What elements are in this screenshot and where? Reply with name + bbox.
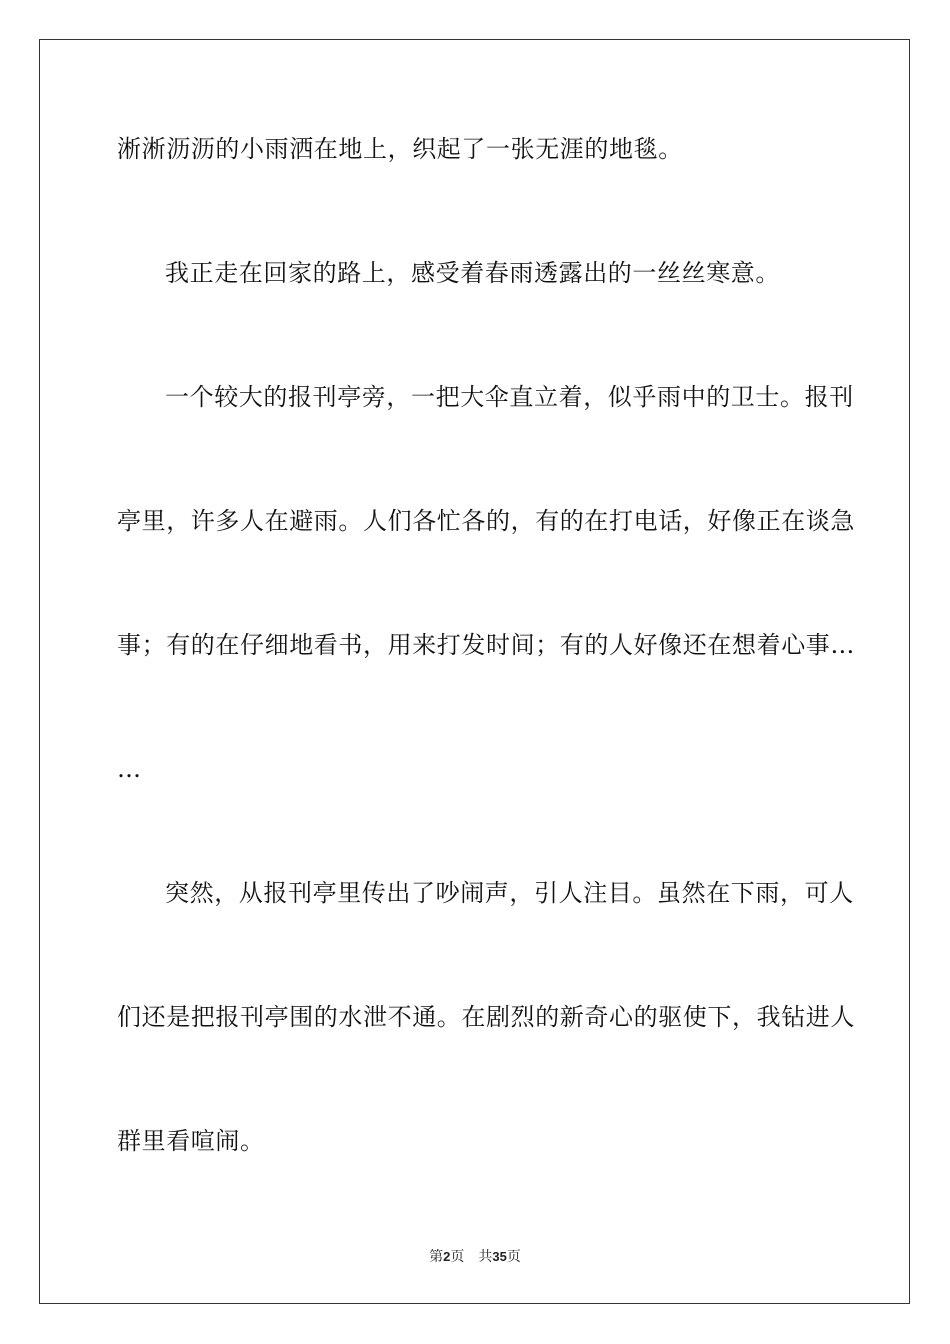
- paragraph-line: 一个较大的报刊亭旁，一把大伞直立着，似乎雨中的卫士。报刊: [165, 383, 854, 411]
- total-prefix: 共: [478, 1249, 493, 1265]
- page-footer: [0, 1248, 950, 1266]
- page-border: [39, 39, 910, 1304]
- paragraph-line: 突然，从报刊亭里传出了吵闹声，引人注目。虽然在下雨，可人: [165, 879, 854, 907]
- paragraph-line: 亭里，许多人在避雨。人们各忙各的，有的在打电话，好像正在谈急: [117, 507, 855, 535]
- total-suffix: 页: [506, 1249, 521, 1265]
- paragraph-line: 事；有的在仔细地看书，用来打发时间；有的人好像还在想着心事…: [117, 631, 855, 659]
- paragraph-line: 群里看喧闹。: [117, 1127, 265, 1155]
- page-suffix: 页: [450, 1249, 465, 1265]
- paragraph-line: 们还是把报刊亭围的水泄不通。在剧烈的新奇心的驱使下，我钻进人: [117, 1003, 855, 1031]
- total-pages: 35: [492, 1249, 507, 1264]
- page-prefix: 第: [429, 1249, 444, 1265]
- paragraph-line: 我正走在回家的路上，感受着春雨透露出的一丝丝寒意。: [165, 259, 780, 287]
- paragraph-line: 淅淅沥沥的小雨洒在地上，织起了一张无涯的地毯。: [117, 135, 683, 163]
- page-number: 2: [443, 1249, 451, 1264]
- paragraph-line: …: [117, 755, 142, 783]
